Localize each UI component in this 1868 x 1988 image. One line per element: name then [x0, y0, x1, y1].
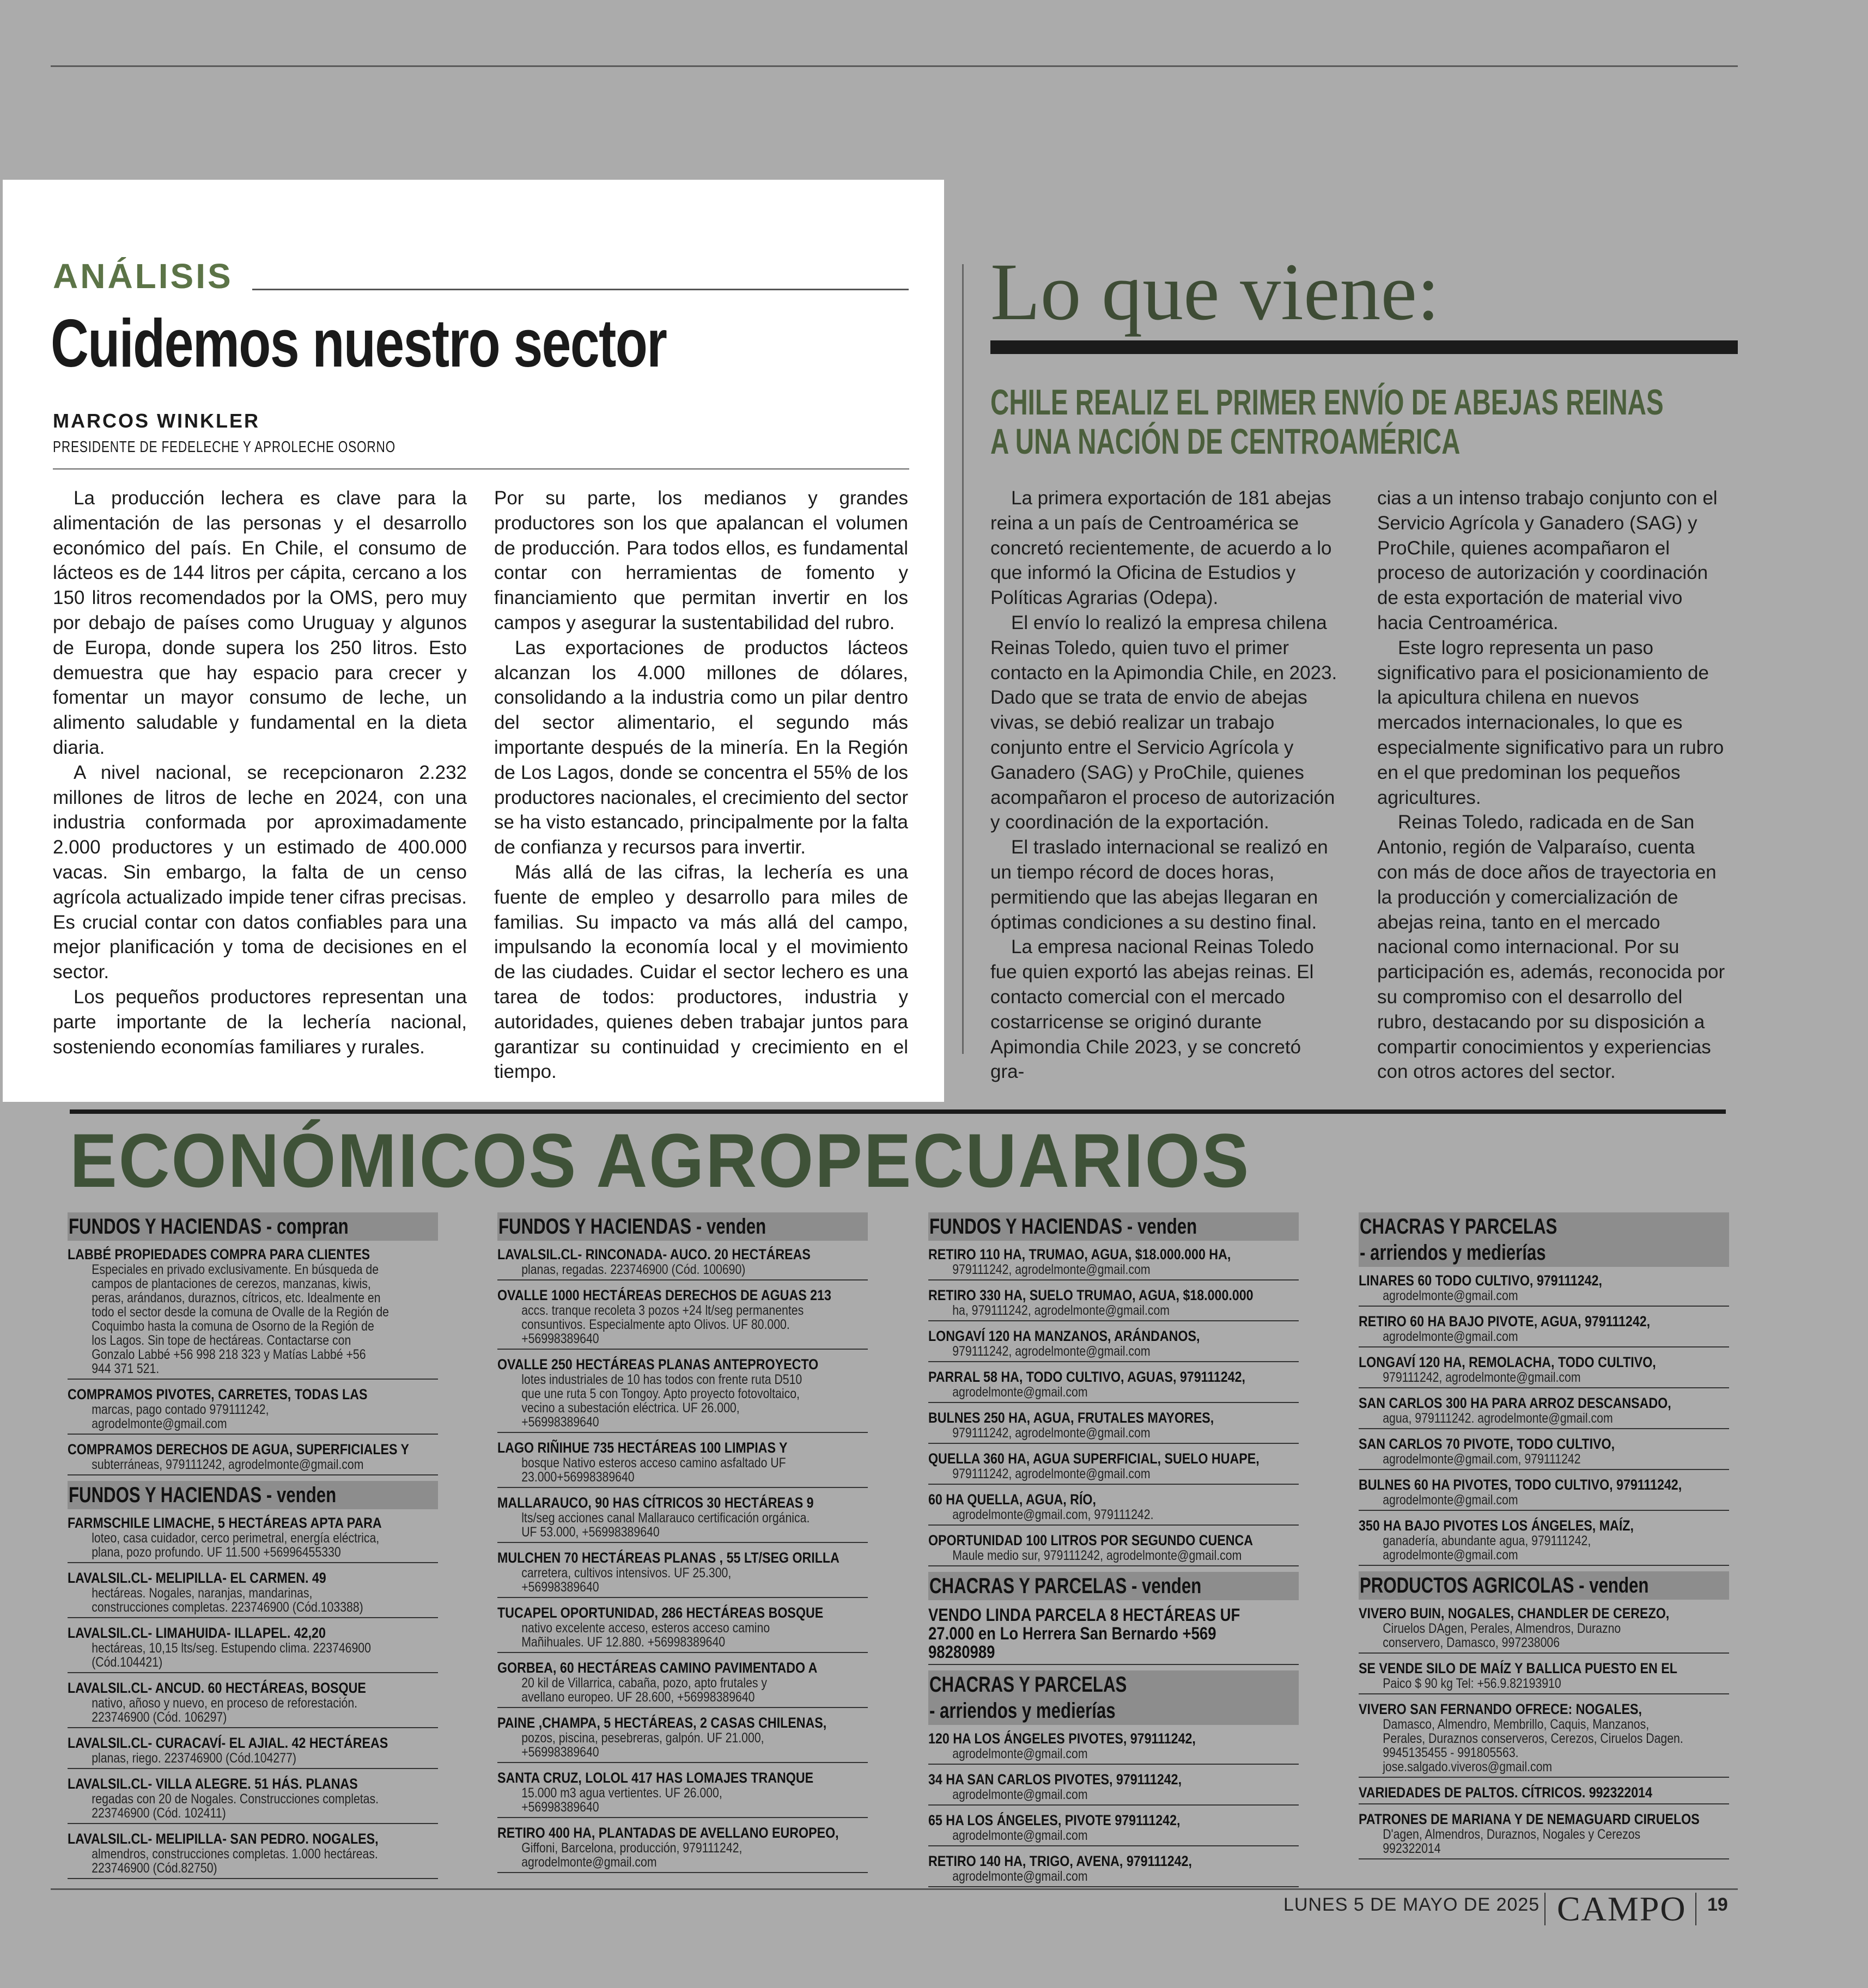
ad-headline: 34 HA SAN CARLOS PIVOTES, 979111242, [928, 1771, 1182, 1788]
section-title: PRODUCTOS AGRICOLAS - venden [1360, 1574, 1649, 1597]
classified-ad [68, 1385, 438, 1435]
ad-body: agrodelmonte@gmail.com [1383, 1329, 1518, 1344]
paragraph: A nivel nacional, se recepcionaron 2.232 millones de litros de leche en 2024, con una industria conformada por aproximadamente 2.000 productores y un estimado de 400.000 vacas. Sin embargo, la falta de un censo agrícola actualizado impide tener cifras precisas. Es crucial contar con datos confiables para una mejor planificación y toma de decisiones en el sector. [53, 761, 467, 983]
analysis-author: MARCOS WINKLER [53, 410, 260, 432]
ad-body: D'agen, Almendros, Duraznos, Nogales y Cerezos 992322014 [1383, 1827, 1641, 1856]
ad-headline: LONGAVÍ 120 HA, REMOLACHA, TODO CULTIVO, [1359, 1354, 1656, 1370]
classifieds-column-1 [68, 1212, 438, 1885]
ad-headline: PATRONES DE MARIANA Y DE NEMAGUARD CIRUELOS [1359, 1811, 1700, 1827]
classified-ad [1359, 1810, 1729, 1859]
ad-headline: BULNES 250 HA, AGUA, FRUTALES MAYORES, [928, 1410, 1214, 1426]
ad-body: 979111242, agrodelmonte@gmail.com [952, 1466, 1151, 1481]
classified-ad [497, 1548, 868, 1598]
paragraph: Por su parte, los medianos y grandes productores son los que apalancan el volumen de producción. Para todos ellos, es fundamental contar con herramientas de fomento y financiamiento que permitan invertir en los campos y asegurar la sustentabilidad del rubro. [494, 487, 908, 633]
paragraph: Este logro representa un paso significativo para el posicionamiento de la apicultura chilena en nuevos mercados internacionales, lo que es especialmente significativo para un rubro en el que predominan los pequeños agricultures. [1377, 637, 1724, 808]
classified-ad [497, 1603, 868, 1653]
classified-ad [1359, 1475, 1729, 1511]
classified-ad [68, 1245, 438, 1380]
classified-section-header [68, 1212, 438, 1241]
ad-headline: 60 HA QUELLA, AGUA, RÍO, [928, 1491, 1096, 1508]
ad-headline: LONGAVÍ 120 HA MANZANOS, ARÁNDANOS, [928, 1328, 1200, 1344]
classified-ad [68, 1774, 438, 1824]
ad-headline: VENDO LINDA PARCELA 8 HECTÁREAS UF 27.000 en Lo Herrera San Bernardo +569 98280989 [928, 1605, 1240, 1662]
paragraph: La empresa nacional Reinas Toledo fue quien exportó las abejas reinas. El contacto comercial con el mercado costarricense se originó durante Apimondia Chile 2023, y se concretó gra- [990, 936, 1314, 1083]
ad-body: nativo excelente acceso, esteros acceso camino Mañihuales. UF 12.880. +56998389640 [521, 1620, 770, 1650]
classified-ad [497, 1438, 868, 1488]
ad-body: regadas con 20 de Nogales. Construcciones completas. 223746900 (Cód. 102411) [92, 1791, 379, 1821]
classified-ad [68, 1624, 438, 1673]
analysis-author-role: PRESIDENTE DE FEDELECHE Y APROLECHE OSORNO [53, 438, 396, 456]
section-title: FUNDOS Y HACIENDAS - compran [69, 1215, 349, 1239]
ad-headline: SAN CARLOS 70 PIVOTE, TODO CULTIVO, [1359, 1436, 1615, 1452]
classified-ad [928, 1368, 1299, 1403]
classified-section-header [928, 1212, 1299, 1241]
classified-section-header [928, 1670, 1299, 1725]
ad-headline: RETIRO 330 HA, SUELO TRUMAO, AGUA, $18.000.000 [928, 1287, 1254, 1303]
ad-body: pozos, piscina, pesebreras, galpón. UF 21.000, +56998389640 [521, 1730, 764, 1760]
classified-ad [928, 1490, 1299, 1526]
classified-ad [928, 1729, 1299, 1765]
ad-body: Giffoni, Barcelona, producción, 979111242, agrodelmonte@gmail.com [521, 1840, 743, 1870]
page-number: 19 [1707, 1894, 1728, 1915]
paragraph: Reinas Toledo, radicada en de San Antonio, región de Valparaíso, cuenta con más de doce años de trayectoria en la producción y comercialización de abejas reina, tanto en el mercado nacional como internacional. Por su participación es, además, reconocida por su compromiso con el desarrollo del rubro, destacando por su disposición a compartir conocimientos y experiencias con otros actores del sector. [1377, 812, 1725, 1083]
ad-body: loteo, casa cuidador, cerco perimetral, energía eléctrica, plana, pozo profundo. UF 11.500 +56996455330 [92, 1530, 380, 1560]
ad-headline: LAVALSIL.CL- ANCUD. 60 HECTÁREAS, BOSQUE [68, 1680, 366, 1696]
ad-body: hectáreas. Nogales, naranjas, mandarinas, construcciones completas. 223746900 (Cód.103388) [92, 1585, 363, 1615]
classified-ad [497, 1824, 868, 1873]
classified-ad [928, 1852, 1299, 1887]
ad-headline: VIVERO BUIN, NOGALES, CHANDLER DE CEREZO, [1359, 1605, 1670, 1621]
ad-headline: RETIRO 140 HA, TRIGO, AVENA, 979111242, [928, 1853, 1192, 1869]
section-title: CHACRAS Y PARCELAS [929, 1673, 1127, 1697]
classified-ad [68, 1569, 438, 1618]
ad-headline: TUCAPEL OPORTUNIDAD, 286 HECTÁREAS BOSQUE [497, 1605, 824, 1621]
lqv-column-1 [990, 486, 1339, 1084]
ad-headline: FARMSCHILE LIMACHE, 5 HECTÁREAS APTA PARA [68, 1515, 382, 1531]
footer-brand: CAMPO [1557, 1889, 1687, 1928]
ad-body: marcas, pago contado 979111242, agrodelmonte@gmail.com [92, 1402, 269, 1431]
ad-body: Damasco, Almendro, Membrillo, Caquis, Manzanos, Perales, Duraznos conserveros, Cerezos, Ciruelos Dagen. 9945135455 - 991805563. jose.salgado.viveros@gmail.com [1383, 1717, 1683, 1774]
footer-rule [51, 1888, 1738, 1890]
lqv-title-bar [990, 340, 1738, 354]
classified-ad [1359, 1659, 1729, 1694]
classified-ad [928, 1449, 1299, 1485]
classified-ad [928, 1531, 1299, 1566]
ad-headline: LAVALSIL.CL- LIMAHUIDA- ILLAPEL. 42,20 [68, 1625, 326, 1641]
ad-body: agrodelmonte@gmail.com [1383, 1492, 1518, 1508]
classified-ad [1359, 1516, 1729, 1566]
ad-body: agrodelmonte@gmail.com [1383, 1288, 1518, 1303]
analysis-kicker: ANÁLISIS [53, 257, 233, 296]
ad-body: Paico $ 90 kg Tel: +56.9.82193910 [1383, 1676, 1561, 1691]
ad-headline: LAVALSIL.CL- CURACAVÍ- EL AJIAL. 42 HECTÁREAS [68, 1735, 388, 1751]
paragraph: La primera exportación de 181 abejas reina a un país de Centroamérica se concretó recientemente, de acuerdo a lo que informó la Oficina de Estudios y Políticas Agrarias (Odepa). [990, 487, 1332, 609]
ad-headline: COMPRAMOS PIVOTES, CARRETES, TODAS LAS [68, 1386, 368, 1402]
ad-body: agrodelmonte@gmail.com [952, 1385, 1088, 1400]
ad-headline: OVALLE 1000 HECTÁREAS DERECHOS DE AGUAS 213 [497, 1287, 831, 1303]
lqv-column-2 [1377, 486, 1726, 1084]
ad-headline: SANTA CRUZ, LOLOL 417 HAS LOMAJES TRANQUE [497, 1770, 814, 1786]
analysis-divider [53, 468, 909, 469]
ad-headline: BULNES 60 HA PIVOTES, TODO CULTIVO, 979111242, [1359, 1477, 1682, 1493]
paragraph: El envío lo realizó la empresa chilena Reinas Toledo, quien tuvo el primer contacto en la Apimondia Chile, en 2023. Dado que se trata de envio de abejas vivas, se debió realizar un trabajo conjunto entre el Servicio Agrícola y Ganadero (SAG) y ProChile, quienes acompañaron el proceso de autorización y coordinación de la exportación. [990, 612, 1337, 833]
classified-ad [928, 1408, 1299, 1444]
ad-headline: LAVALSIL.CL- MELIPILLA- SAN PEDRO. NOGALES, [68, 1831, 379, 1847]
paragraph: Los pequeños productores representan una parte importante de la lechería nacional, sosteniendo economías familiares y rurales. [53, 986, 467, 1058]
ad-body: bosque Nativo esteros acceso camino asfaltado UF 23.000+56998389640 [521, 1455, 786, 1485]
section-title: FUNDOS Y HACIENDAS - venden [929, 1215, 1197, 1239]
ad-body: accs. tranque recoleta 3 pozos +24 lt/seg permanentes consuntivos. Especialmente apto Olivos. UF 80.000. +56998389640 [521, 1303, 804, 1346]
ad-headline: PAINE ,CHAMPA, 5 HECTÁREAS, 2 CASAS CHILENAS, [497, 1715, 827, 1731]
ad-headline: QUELLA 360 HA, AGUA SUPERFICIAL, SUELO HUAPE, [928, 1450, 1259, 1467]
analysis-column-2 [494, 486, 908, 1084]
paragraph: El traslado internacional se realizó en un tiempo récord de doces horas, permitiendo que las abejas llegaran en óptimas condiciones a su destino final. [990, 837, 1328, 933]
classified-ad [497, 1245, 868, 1280]
ad-headline: 350 HA BAJO PIVOTES LOS ÁNGELES, MAÍZ, [1359, 1517, 1634, 1534]
ad-headline: LAVALSIL.CL- VILLA ALEGRE. 51 HÁS. PLANAS [68, 1776, 358, 1792]
classified-ad [928, 1286, 1299, 1321]
ad-body: 15.000 m3 agua vertientes. UF 26.000, +56998389640 [521, 1785, 722, 1815]
ad-headline: OVALLE 250 HECTÁREAS PLANAS ANTEPROYECTO [497, 1356, 819, 1373]
ad-body: Ciruelos DAgen, Perales, Almendros, Durazno conservero, Damasco, 997238006 [1383, 1621, 1621, 1650]
ad-body: Maule medio sur, 979111242, agrodelmonte@gmail.com [952, 1548, 1242, 1563]
ad-body: agrodelmonte@gmail.com, 979111242 [1383, 1452, 1581, 1467]
classified-ad [68, 1734, 438, 1769]
ad-body: hectáreas, 10,15 lts/seg. Estupendo clima. 223746900 (Cód.104421) [92, 1641, 371, 1670]
ad-body: subterráneas, 979111242, agrodelmonte@gmail.com [92, 1457, 364, 1472]
ad-body: 979111242, agrodelmonte@gmail.com [1383, 1370, 1581, 1385]
ad-body: agrodelmonte@gmail.com [952, 1828, 1088, 1843]
ad-headline: RETIRO 400 HA, PLANTADAS DE AVELLANO EUROPEO, [497, 1825, 839, 1841]
classified-section-header [1359, 1212, 1729, 1267]
ad-body: 979111242, agrodelmonte@gmail.com [952, 1425, 1151, 1441]
classified-ad [928, 1811, 1299, 1846]
ad-headline: 120 HA LOS ÁNGELES PIVOTES, 979111242, [928, 1730, 1196, 1747]
analysis-article [3, 180, 944, 1102]
classified-ad [68, 1514, 438, 1563]
paragraph: cias a un intenso trabajo conjunto con el Servicio Agrícola y Ganadero (SAG) y ProChile, quienes acompañaron el proceso de autorización y coordinación de esta exportación de material vivo hacia Centroamérica. [1377, 487, 1718, 633]
classified-ad [497, 1493, 868, 1543]
ad-body: agrodelmonte@gmail.com, 979111242. [952, 1507, 1154, 1522]
classified-ad [497, 1355, 868, 1433]
section-title: CHACRAS Y PARCELAS - venden [929, 1574, 1202, 1598]
ad-body: agrodelmonte@gmail.com [952, 1869, 1088, 1884]
classifieds-column-2 [497, 1212, 868, 1879]
classified-section-header [68, 1481, 438, 1509]
classified-section-header [497, 1212, 868, 1241]
analysis-column-1 [53, 486, 467, 1059]
ad-headline: MULCHEN 70 HECTÁREAS PLANAS , 55 LT/SEG ORILLA [497, 1550, 839, 1566]
kicker-divider [252, 289, 909, 290]
ad-body: almendros, construcciones completas. 1.000 hectáreas. 223746900 (Cód.82750) [92, 1846, 378, 1876]
column-divider [962, 264, 964, 1054]
classified-ad [1359, 1700, 1729, 1778]
ad-body: agrodelmonte@gmail.com [952, 1787, 1088, 1802]
ad-body: 979111242, agrodelmonte@gmail.com [952, 1344, 1151, 1359]
classifieds-rule [70, 1109, 1726, 1114]
ad-headline: LAVALSIL.CL- RINCONADA- AUCO. 20 HECTÁREAS [497, 1246, 811, 1263]
classified-section-header [928, 1572, 1299, 1600]
ad-headline: VIVERO SAN FERNANDO OFRECE: NOGALES, [1359, 1701, 1642, 1717]
classified-ad [928, 1605, 1299, 1665]
classified-section-header [1359, 1571, 1729, 1600]
classified-ad [928, 1327, 1299, 1362]
classified-ad [497, 1658, 868, 1708]
ad-headline: GORBEA, 60 HECTÁREAS CAMINO PAVIMENTADO A [497, 1660, 818, 1676]
ad-headline: SAN CARLOS 300 HA PARA ARROZ DESCANSADO, [1359, 1395, 1671, 1411]
ad-headline: SE VENDE SILO DE MAÍZ Y BALLICA PUESTO EN EL [1359, 1660, 1677, 1676]
ad-headline: RETIRO 110 HA, TRUMAO, AGUA, $18.000.000 HA, [928, 1246, 1231, 1263]
ad-body: planas, regadas. 223746900 (Cód. 100690) [521, 1262, 746, 1277]
top-rule [51, 65, 1738, 67]
ad-headline: COMPRAMOS DERECHOS DE AGUA, SUPERFICIALES Y [68, 1441, 410, 1458]
classified-ad [928, 1770, 1299, 1806]
ad-headline: LINARES 60 TODO CULTIVO, 979111242, [1359, 1272, 1602, 1289]
section-title: FUNDOS Y HACIENDAS - venden [69, 1483, 337, 1507]
classified-ad [1359, 1435, 1729, 1470]
ad-headline: RETIRO 60 HA BAJO PIVOTE, AGUA, 979111242, [1359, 1313, 1651, 1330]
classified-ad [1359, 1394, 1729, 1429]
classified-ad [68, 1679, 438, 1728]
ad-body: 20 kil de Villarrica, cabaña, pozo, apto frutales y avellano europeo. UF 28.600, +56998389640 [521, 1675, 768, 1705]
footer-separator [1544, 1893, 1545, 1925]
ad-body: ganadería, abundante agua, 979111242, agrodelmonte@gmail.com [1383, 1533, 1591, 1563]
section-title: - arriendos y medierías [929, 1699, 1116, 1723]
ad-body: carretera, cultivos intensivos. UF 25.300, +56998389640 [521, 1565, 732, 1595]
ad-body: agua, 979111242. agrodelmonte@gmail.com [1383, 1411, 1613, 1426]
ad-headline: LABBÉ PROPIEDADES COMPRA PARA CLIENTES [68, 1246, 370, 1263]
headline-line-2: A UNA NACIÓN DE CENTROAMÉRICA [990, 421, 1461, 461]
ad-headline: PARRAL 58 HA, TODO CULTIVO, AGUAS, 979111242, [928, 1369, 1245, 1385]
classifieds-title: ECONÓMICOS AGROPECUARIOS [70, 1118, 1251, 1203]
section-title: - arriendos y medierías [1360, 1241, 1546, 1265]
ad-headline: LAGO RIÑIHUE 735 HECTÁREAS 100 LIMPIAS Y [497, 1440, 788, 1456]
ad-headline: VARIEDADES DE PALTOS. CÍTRICOS. 992322014 [1359, 1784, 1652, 1801]
analysis-title: Cuidemos nuestro sector [51, 306, 667, 381]
ad-body: 979111242, agrodelmonte@gmail.com [952, 1262, 1151, 1277]
classifieds-column-4 [1359, 1212, 1729, 1865]
footer-date: LUNES 5 DE MAYO DE 2025 [1283, 1894, 1540, 1915]
ad-body: lts/seg acciones canal Mallarauco certificación orgánica. UF 53.000, +56998389640 [521, 1510, 810, 1540]
headline-line-1: CHILE REALIZ EL PRIMER ENVÍO DE ABEJAS REINAS [990, 382, 1664, 422]
ad-body: Especiales en privado exclusivamente. En búsqueda de campos de plantaciones de cerezos, manzanas, kiwis, peras, arándanos, duraznos, cítricos, etc. Idealmente en todo el sector desde la comuna de Ovalle de la Región de Coquimbo hasta la comuna de Osorno de la Región de los Lagos. Sin tope de hectáreas. Contactarse con Gonzalo Labbé +56 998 218 323 y Matías Labbé +56 944 371 521. [92, 1262, 389, 1376]
ad-headline: 65 HA LOS ÁNGELES, PIVOTE 979111242, [928, 1812, 1181, 1828]
classified-ad [928, 1245, 1299, 1280]
classified-ad [1359, 1783, 1729, 1804]
section-title: CHACRAS Y PARCELAS [1360, 1215, 1557, 1239]
ad-headline: LAVALSIL.CL- MELIPILLA- EL CARMEN. 49 [68, 1570, 326, 1586]
paragraph: La producción lechera es clave para la alimentación de las personas y el desarrollo económico del país. En Chile, el consumo de lácteos es de 144 litros per cápita, cercano a los 150 litros recomendados por la OMS, pero muy por debajo de países como Uruguay y algunos de Europa, donde supera los 250 litros. Esto demuestra que hay espacio para crecer y fomentar un mayor consumo de leche, un alimento saludable y fundamental en la dieta diaria. [53, 487, 467, 758]
lqv-title: Lo que viene: [990, 247, 1440, 337]
ad-headline: OPORTUNIDAD 100 LITROS POR SEGUNDO CUENCA [928, 1532, 1254, 1548]
ad-headline: MALLARAUCO, 90 HAS CÍTRICOS 30 HECTÁREAS 9 [497, 1495, 814, 1511]
ad-body: planas, riego. 223746900 (Cód.104277) [92, 1751, 296, 1766]
classified-ad [1359, 1312, 1729, 1347]
classified-ad [68, 1440, 438, 1475]
classifieds-column-3 [928, 1212, 1299, 1893]
classified-ad [497, 1713, 868, 1763]
classified-ad [497, 1286, 868, 1350]
ad-body: ha, 979111242, agrodelmonte@gmail.com [952, 1303, 1170, 1318]
ad-body: nativo, añoso y nuevo, en proceso de reforestación. 223746900 (Cód. 106297) [92, 1696, 358, 1725]
classified-ad [1359, 1271, 1729, 1307]
section-title: FUNDOS Y HACIENDAS - venden [498, 1215, 766, 1239]
ad-body: lotes industriales de 10 has todos con frente ruta D510 que une ruta 5 con Tongoy. Apto proyecto fotovoltaico, vecino a subestación eléctrica. UF 26.000, +56998389640 [521, 1372, 802, 1430]
paragraph: Más allá de las cifras, la lechería es una fuente de empleo y desarrollo para miles de familias. Su impacto va más allá del campo, impulsando la economía local y el movimiento de las ciudades. Cuidar el sector lechero es una tarea de todos: productores, industria y autoridades, quienes deben trabajar juntos para garantizar su continuidad y crecimiento en el tiempo. [494, 861, 908, 1083]
classified-ad [1359, 1353, 1729, 1388]
classified-ad [1359, 1604, 1729, 1654]
paragraph: Las exportaciones de productos lácteos alcanzan los 4.000 millones de dólares, consolidando a la industria como un pilar dentro del sector alimentario, el segundo más importante después de la minería. En la Región de Los Lagos, donde se concentra el 55% de los productores nacionales, el crecimiento del sector se ha visto estancado, principalmente por la falta de confianza y recursos para invertir. [494, 637, 908, 858]
ad-body: agrodelmonte@gmail.com [952, 1746, 1088, 1761]
classified-ad [497, 1769, 868, 1818]
footer-separator [1695, 1893, 1696, 1925]
lqv-headline [990, 382, 1664, 461]
classified-ad [68, 1830, 438, 1879]
